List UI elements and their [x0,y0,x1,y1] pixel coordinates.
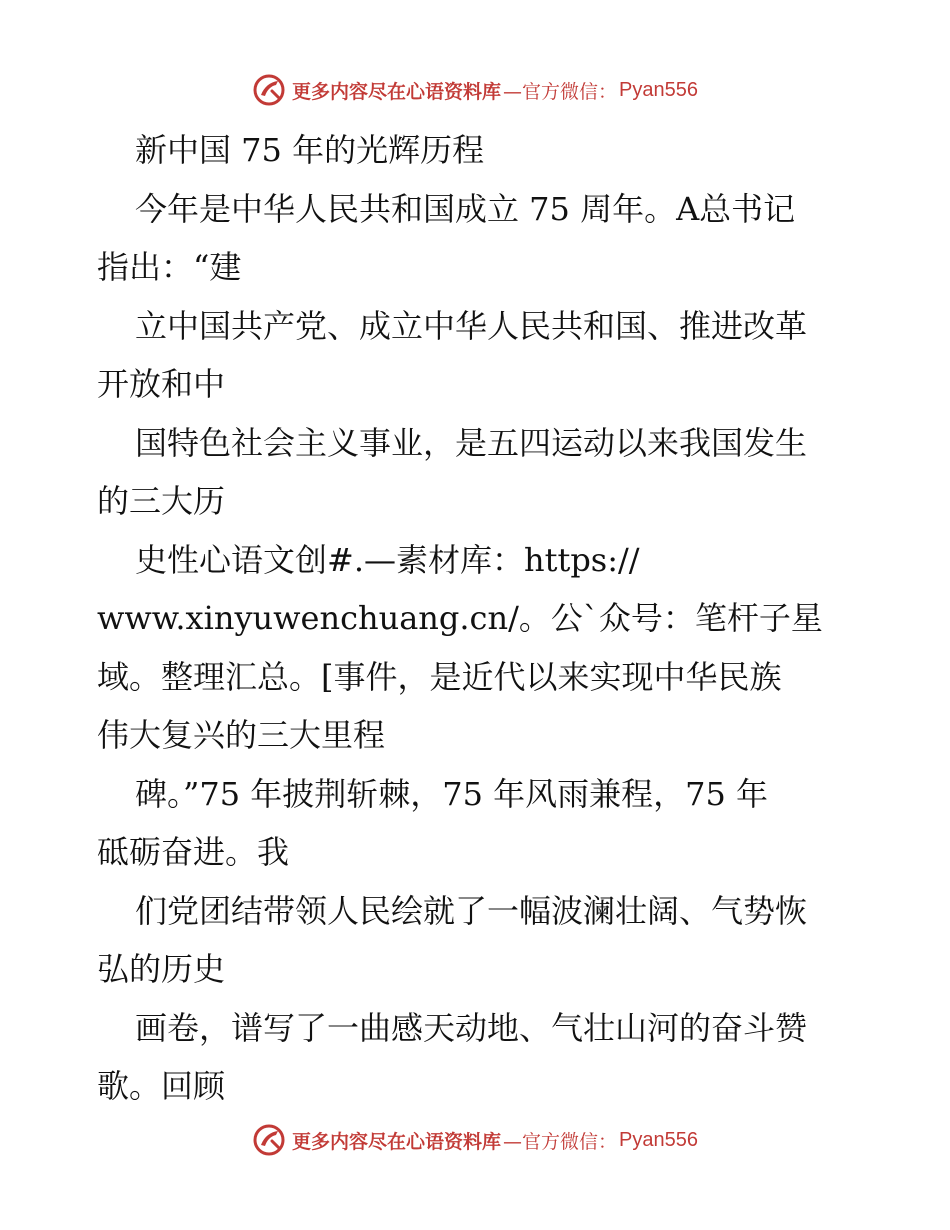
document-body [97,121,857,1116]
footer-banner [0,1120,950,1160]
text-line: 史性心语文创#.—素材库：https:// [135,540,640,579]
text-line: 域。整理汇总。[事件，是近代以来实现中华民族 [97,657,782,696]
text-line: 歌。回顾 [97,1067,226,1105]
header-banner [0,70,950,110]
red-hand-pen-logo-icon [252,1123,286,1157]
footer-banner-separator: —官方微信： [503,1130,618,1153]
text-line: www.xinyuwenchuang.cn/。公`众号：笔杆子星 [97,599,823,637]
text-line: 今年是中华人民共和国成立 75 周年。A总书记 [135,189,796,228]
text-line: 指出：“建 [97,248,242,286]
header-banner-text: 更多内容尽在心语资料库 [292,80,502,103]
red-hand-pen-logo-icon [252,73,286,107]
text-line: 伟大复兴的三大里程 [97,716,386,754]
text-line: 们党团结带领人民绘就了一幅波澜壮阔、气势恢 [135,891,808,930]
footer-banner-wechat: Pyan556 [619,1128,698,1151]
text-line: 的三大历 [97,482,226,520]
doc-title: 新中国 75 年的光辉历程 [135,131,485,169]
text-line: 立中国共产党、成立中华人民共和国、推进改革 [135,306,808,345]
text-line: 国特色社会主义事业，是五四运动以来我国发生 [135,423,808,462]
footer-banner-text: 更多内容尽在心语资料库 [292,1130,502,1153]
text-line: 画卷，谱写了一曲感天动地、气壮山河的奋斗赞 [135,1008,808,1047]
header-banner-separator: —官方微信： [503,80,618,103]
text-line: 碑。”75 年披荆斩棘，75 年风雨兼程，75 年 [135,774,769,813]
header-banner-wechat: Pyan556 [619,78,698,101]
text-line: 弘的历史 [97,950,226,988]
text-line: 砥砺奋进。我 [97,833,290,871]
text-line: 开放和中 [97,365,226,403]
